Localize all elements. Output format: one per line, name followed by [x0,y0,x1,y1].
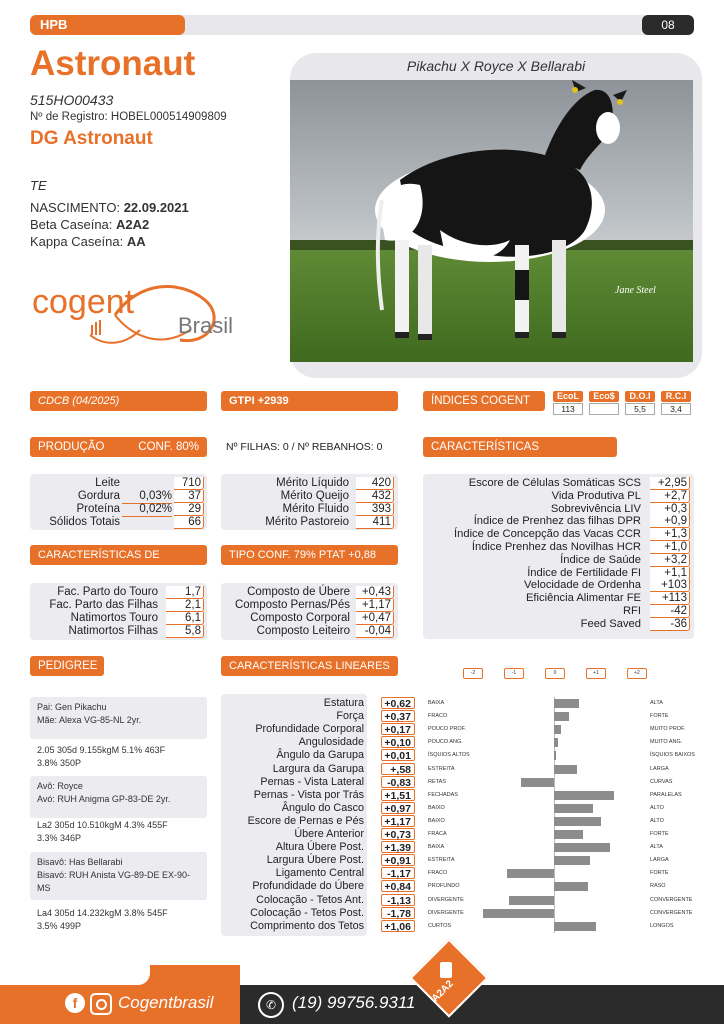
linear-trait-label: Comprimento dos Tetos [250,919,364,932]
linear-high-label: FORTE [650,870,669,877]
linear-bar [554,882,588,891]
linear-low-label: FECHADAS [428,791,458,798]
producao-value: 66 [174,516,204,529]
facebook-icon[interactable]: f [65,993,85,1013]
parto-value: 2,1 [166,599,204,612]
linear-high-label: ÍSQUIOS BAIXOS [650,752,695,759]
photo-signature: Jane Steel [615,285,656,296]
linear-low-label: POUCO ANG. [428,739,463,746]
producao-header [30,437,207,457]
cdcb-header: CDCB (04/2025) [30,391,207,411]
whatsapp-icon[interactable]: ✆ [258,992,284,1018]
linear-trait-label: Força [336,710,364,723]
linear-high-label: FORTE [650,713,669,720]
linear-high-label: FORTE [650,831,669,837]
linear-trait-value: +,58 [381,763,415,775]
scale-tick: -1 [504,668,524,679]
tipo-label: Composto Corporal [250,612,350,624]
linear-trait-value: +1,06 [381,920,415,932]
producao-label: Sólidos Totais [49,516,120,528]
pedigree-bisavo: Bisavô: Has Bellarabi [37,857,123,867]
linear-bar [483,909,554,918]
producao-value: 37 [174,490,204,503]
linear-trait-label: Pernas - Vista por Trás [253,788,364,801]
funcional-value: +2,7 [650,490,690,503]
gtpi-header: GTPI +2939 [221,391,398,411]
producao-pct: 0,03% [122,490,172,504]
mae-stats-line-1: 2.05 305d 9.155kgM 5.1% 463F [37,745,166,755]
linear-high-label: ALTO [650,817,664,824]
linear-bar [554,843,610,852]
linear-trait-label: Ângulo da Garupa [276,749,364,762]
lineares-header: CARACTERÍSTICAS LINEARES [221,656,398,676]
linear-low-label: BAIXA [428,844,445,851]
ecol-icon: EcoL [553,391,583,402]
linear-trait-value: +0,97 [381,802,415,814]
rci-value: 3,4 [661,403,691,415]
linear-bar [554,922,596,931]
scale-tick: 0 [545,668,565,679]
linear-high-label: MUITO PROF. [650,726,686,733]
producao-value: 29 [174,503,204,516]
merito-label: Mérito Pastoreio [265,516,349,528]
linear-trait-label: Ângulo do Casco [281,801,364,814]
linear-low-label: CURTOS [428,922,452,929]
linear-high-label: PARALELAS [650,791,682,798]
tipo-value: +0,47 [356,612,394,625]
funcional-value: -36 [650,618,690,631]
parto-value: 1,7 [166,586,204,599]
parto-value: 5,8 [166,625,204,638]
bisava-stats-line-2: 3.5% 499P [37,921,82,931]
pedigree-avo-box [30,776,207,818]
linear-high-label: CONVERGENTE [650,896,693,903]
parto-header: CARACTERÍSTICAS DE PARTO [30,545,207,565]
breed-tag: HPB [30,15,185,35]
instagram-icon[interactable] [90,993,112,1015]
linear-bar [521,778,554,787]
linear-trait-value: -0,83 [381,776,415,788]
pedigree-mae: Mãe: Alexa VG-85-NL 2yr. [37,715,142,725]
funcional-value: -42 [650,605,690,618]
linear-high-label: CURVAS [650,778,673,785]
beta-casein: Beta Caseína: A2A2 [30,217,150,232]
tipo-label: Composto Pernas/Pés [234,599,350,611]
phone-number[interactable]: (19) 99756.9311 [292,993,416,1012]
linear-trait-value: +0,01 [381,749,415,761]
funcionais-header: CARACTERÍSTICAS FUNCIONAIS [423,437,617,457]
logo-sub: Brasil [178,313,234,338]
funcional-label: Velocidade de Ordenha [524,579,641,592]
pedigree-bisava: Bisavó: RUH Anista VG-89-DE EX-90-MS [37,870,191,893]
merito-value: 393 [356,503,394,516]
linear-low-label: BAIXO [428,817,445,824]
ava-stats-line-2: 3.3% 346P [37,833,82,843]
parto-value: 6,1 [166,612,204,625]
linear-high-label: CONVERGENTE [650,909,693,916]
bull-photo [290,80,693,362]
producao-value: 710 [174,477,204,490]
a2a2-badge-label: A2A2 [429,978,456,1005]
merito-value: 411 [356,516,394,529]
funcional-label: Eficiência Alimentar FE [525,592,641,605]
tipo-header: TIPO CONF. 79% PTAT +0,88 [221,545,398,565]
linear-bar [554,856,590,865]
pedigree-ava-stats [37,819,168,845]
doi-value: 5,5 [625,403,655,415]
funcional-value: +1,3 [650,528,690,541]
cogent-logo [30,275,240,355]
funcional-label: Índice de Concepção das Vacas CCR [454,528,641,541]
pedigree-ava: Avó: RUH Anigma GP-83-DE 2yr. [37,794,171,804]
linear-low-label: BAIXO [428,804,445,811]
linear-trait-value: +1,17 [381,815,415,827]
doi-icon: D.O.I [625,391,655,402]
funcional-value: +1,1 [650,567,690,580]
tipo-label: Composto Leiteiro [256,625,350,637]
linear-high-label: ALTO [650,804,664,811]
linear-trait-label: Úbere Anterior [294,828,364,840]
funcional-label: Índice de Prenhez das filhas DPR [473,515,641,528]
funcional-label: Vida Produtiva PL [551,489,641,502]
bull-code: 515HO00433 [30,92,114,108]
linear-trait-label: Largura Úbere Post. [266,854,364,867]
rci-icon: R.C.I [661,391,691,402]
linear-trait-value: +1,39 [381,841,415,853]
kappa-casein: Kappa Caseína: AA [30,234,146,249]
linear-low-label: FRACA [428,831,447,837]
photo-caption: Pikachu X Royce X Bellarabi [406,58,586,74]
linear-bar [554,712,569,721]
linear-high-label: ALTA [650,844,663,851]
linear-high-label: LARGA [650,857,669,864]
linear-bar [507,869,554,878]
linear-bar [554,725,561,734]
linear-trait-label: Colocação - Tetos Ant. [256,893,364,906]
linear-trait-label: Estatura [323,697,364,709]
pedigree-pai-box [30,697,207,739]
tipo-label: Composto de Úbere [247,586,350,598]
linear-high-label: ALTA [650,700,663,706]
linear-trait-value: +1,51 [381,789,415,801]
linear-trait-value: +0,84 [381,880,415,892]
linear-bar [554,804,593,813]
linear-bar [509,896,554,905]
funcional-label: RFI [622,605,641,617]
linear-bar [554,791,614,800]
page-number: 08 [642,15,694,35]
linear-trait-value: +0,37 [381,710,415,722]
merito-value: 420 [356,477,394,490]
funcional-label: Sobrevivência LIV [550,502,641,515]
tipo-value: +1,17 [356,599,394,612]
parto-label: Fac. Parto das Filhas [49,599,158,611]
linear-trait-value: +0,10 [381,736,415,748]
linear-bar [554,765,577,774]
producao-pct: 0,02% [122,503,172,517]
ava-stats-line-1: La2 305d 10.510kgM 4.3% 455F [37,820,168,830]
linear-low-label: PROFUNDO [428,883,460,890]
pedigree-bisava-stats [37,907,168,933]
funcional-label: Escore de Células Somáticas SCS [468,477,641,489]
merito-label: Mérito Líquido [276,477,349,489]
scale-tick: +2 [627,668,647,679]
pedigree-header: PEDIGREE [30,656,104,676]
linear-trait-label: Colocação - Tetos Post. [250,906,364,919]
merito-label: Mérito Fluido [282,503,349,515]
linear-high-label: MUITO ANG. [650,739,683,746]
linear-trait-value: -1,13 [381,894,415,906]
linear-low-label: FRACO [428,713,448,720]
funcional-value: +2,95 [650,477,690,490]
linear-low-label: FRACO [428,870,448,877]
indices-header: ÍNDICES COGENT [423,391,545,411]
funcional-value: +113 [650,592,690,605]
linear-trait-value: +0,17 [381,723,415,735]
parto-label: Natimortos Touro [70,612,158,624]
linear-trait-value: +0,91 [381,854,415,866]
linear-trait-value: -1,78 [381,907,415,919]
birth-date: NASCIMENTO: 22.09.2021 [30,200,189,215]
funcional-label: Índice Prenhez das Novilhas HCR [471,541,641,553]
pedigree-pai: Pai: Gen Pikachu [37,702,107,712]
pedigree-avo: Avô: Royce [37,781,83,791]
linear-high-label: LARGA [650,765,669,772]
linear-low-label: ESTREITA [428,765,455,772]
linear-trait-value: -1,17 [381,867,415,879]
linear-trait-label: Escore de Pernas e Pés [247,814,364,827]
producao-label: Leite [95,477,120,489]
linear-low-label: POUCO PROF. [428,726,466,733]
linear-high-label: LONGOS [650,922,674,929]
linear-trait-label: Profundidade do Úbere [252,880,364,893]
funcional-label: Índice de Fertilidade FI [527,566,641,579]
linear-trait-label: Ligamento Central [275,867,364,880]
registration-number: Nº de Registro: HOBEL000514909809 [30,111,227,123]
linear-trait-label: Profundidade Corporal [255,723,364,736]
pedigree-bisavo-box [30,852,207,900]
linear-low-label: RETAS [428,778,446,785]
tipo-value: -0,04 [356,625,394,638]
parto-label: Fac. Parto do Touro [57,586,158,598]
ecodollar-value [589,403,619,415]
producao-title: PRODUÇÃO [38,441,105,453]
pedigree-mae-stats [37,744,165,770]
filhas-rebanhos: Nº FILHAS: 0 / Nº REBANHOS: 0 [226,441,383,453]
producao-label: Proteína [76,503,120,515]
linear-trait-value: +0,73 [381,828,415,840]
linear-low-label: ÍSQUIOS ALTOS [428,752,470,759]
funcional-value: +0,9 [650,515,690,528]
mae-stats-line-2: 3.8% 350P [37,758,82,768]
linear-high-label: RASO [650,883,666,890]
merito-value: 432 [356,490,394,503]
linear-bar [554,699,579,708]
bull-full-name: DG Astronaut [30,128,153,149]
linear-bar [554,738,558,747]
linear-low-label: DIVERGENTE [428,896,464,903]
bisava-stats-line-1: La4 305d 14.232kgM 3.8% 545F [37,908,168,918]
parto-label: Natimortos Filhas [68,625,158,637]
linear-bar [554,817,601,826]
linear-trait-label: Angulosidade [298,736,364,749]
merito-label: Mérito Queijo [280,490,349,502]
producao-conf: CONF. 80% [138,441,199,453]
linear-trait-label: Largura da Garupa [272,762,364,775]
producao-label: Gordura [77,490,120,502]
scale-tick: +1 [586,668,606,679]
linear-trait-value: +0,62 [381,697,415,709]
footer-notch [0,965,150,985]
funcional-value: +1,0 [650,541,690,554]
funcional-value: +3,2 [650,554,690,567]
ecodollar-icon: Eco$ [589,391,619,402]
funcional-label: Índice de Saúde [560,553,641,566]
milk-bottle-icon [440,962,452,978]
logo-brand: cogent [32,283,135,321]
linear-low-label: BAIXA [428,700,445,706]
funcional-label: Feed Saved [580,617,641,630]
bull-name: Astronaut [30,44,196,83]
funcional-value: +103 [650,579,690,592]
te-label: TE [30,178,47,193]
social-handle[interactable]: Cogentbrasil [118,993,214,1012]
linear-bar [554,751,556,760]
ecol-value: 113 [553,403,583,415]
tipo-value: +0,43 [356,586,394,599]
linear-trait-label: Altura Úbere Post. [275,841,364,854]
linear-low-label: ESTREITA [428,857,455,864]
linear-bar [554,830,583,839]
funcional-value: +0,3 [650,503,690,516]
scale-tick: -2 [463,668,483,679]
linear-low-label: DIVERGENTE [428,909,464,916]
linear-trait-label: Pernas - Vista Lateral [260,775,364,788]
